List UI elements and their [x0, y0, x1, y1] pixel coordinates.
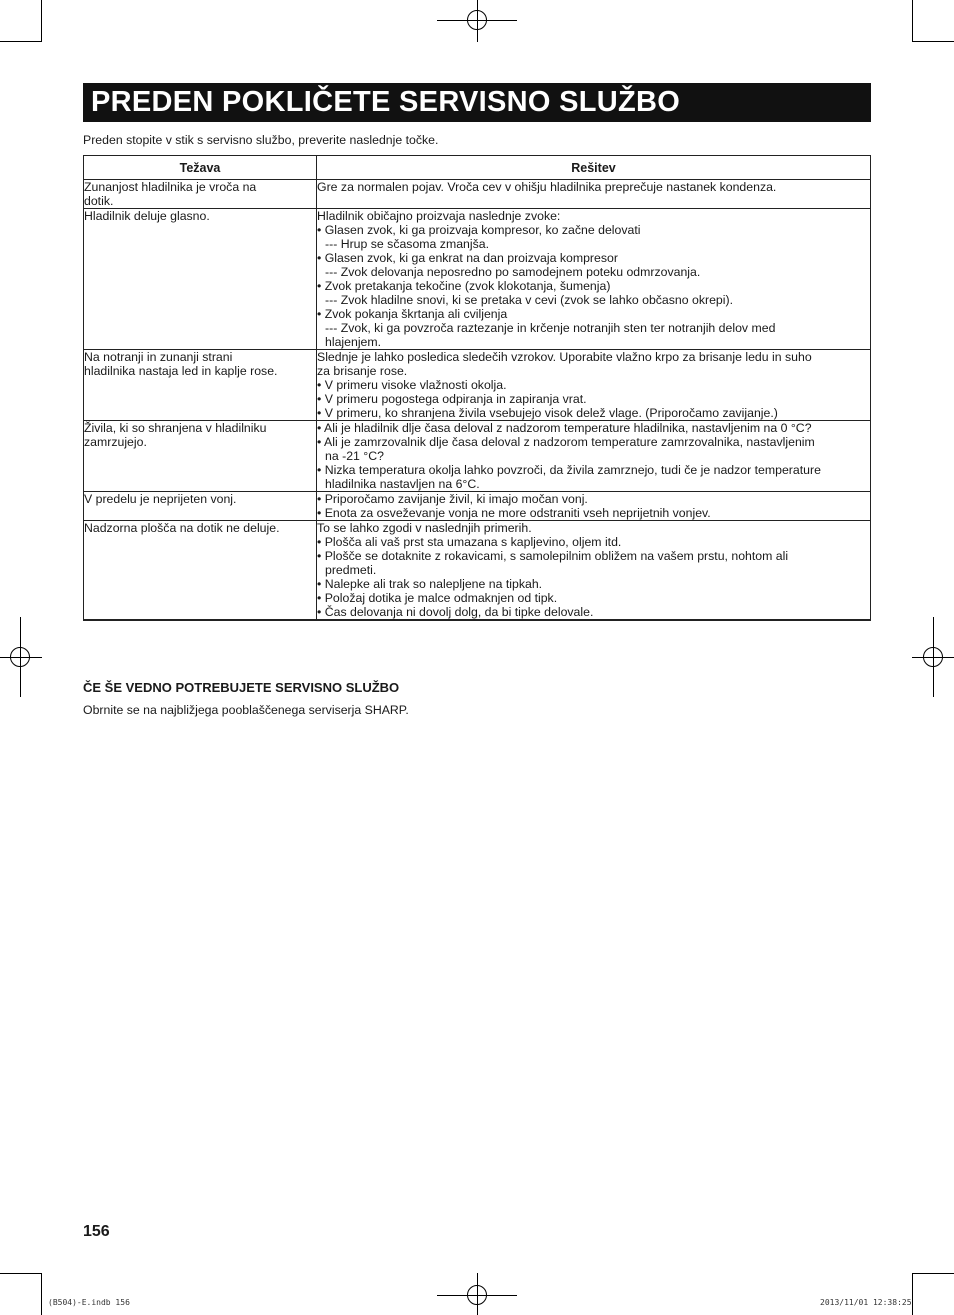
problem-cell: [84, 521, 317, 621]
solution-line: • Glasen zvok, ki ga enkrat na dan proizvaja kompresor: [317, 251, 618, 265]
solution-line: • Nalepke ali trak so nalepljene na tipkah.: [317, 577, 543, 591]
solution-line: Hladilnik običajno proizvaja naslednje zvoke:: [317, 209, 561, 223]
section-heading: ČE ŠE VEDNO POTREBUJETE SERVISNO SLUŽBO: [83, 680, 400, 695]
solution-line: • V primeru pogostega odpiranja in zapiranja vrat.: [317, 392, 587, 406]
table-row: [84, 180, 871, 209]
solution-cell: [317, 180, 871, 209]
column-header-problem: Težava: [84, 156, 317, 180]
table-row: [84, 492, 871, 521]
solution-line: • Položaj dotika je malce odmaknjen od tipk.: [317, 591, 558, 605]
problem-cell: [84, 209, 317, 350]
solution-line: --- Zvok delovanja neposredno po samodejnem poteku odmrzovanja.: [325, 265, 701, 279]
solution-line: • Nizka temperatura okolja lahko povzroči, da živila zamrznejo, tudi če je nadzor temperature: [317, 463, 821, 477]
solution-line: • Čas delovanja ni dovolj dolg, da bi tipke delovale.: [317, 605, 594, 619]
solution-line: hladilnika nastavljen na 6°C.: [325, 477, 480, 491]
problem-cell: [84, 492, 317, 521]
title-bar: [83, 83, 871, 122]
solution-line: Slednje je lahko posledica sledečih vzrokov. Uporabite vlažno krpo za brisanje ledu in suho: [317, 350, 812, 364]
solution-cell: [317, 521, 871, 621]
solution-line: • Enota za osveževanje vonja ne more odstraniti vseh neprijetnih vonjev.: [317, 506, 711, 520]
page-title: PREDEN POKLIČETE SERVISNO SLUŽBO: [91, 86, 681, 118]
solution-line: • Plošča ali vaš prst sta umazana s kapljevino, oljem itd.: [317, 535, 622, 549]
solution-line: na -21 °C?: [325, 449, 384, 463]
table-row: [84, 209, 871, 350]
print-slug-left: (B504)-E.indb 156: [48, 1298, 130, 1307]
problem-text: Zunanjost hladilnika je vroča na: [84, 180, 257, 194]
solution-line: To se lahko zgodi v naslednjih primerih.: [317, 521, 532, 535]
solution-line: --- Hrup se sčasoma zmanjša.: [325, 237, 490, 251]
solution-line: • V primeru visoke vlažnosti okolja.: [317, 378, 507, 392]
solution-line: • V primeru, ko shranjena živila vsebujejo visok delež vlage. (Priporočamo zavijanje.): [317, 406, 778, 420]
table-row: [84, 521, 871, 621]
solution-line: • Glasen zvok, ki ga proizvaja kompresor, ko začne delovati: [317, 223, 641, 237]
table-header-row: [84, 156, 871, 180]
problem-text: V predelu je neprijeten vonj.: [84, 492, 237, 506]
contact-text: Obrnite se na najbližjega pooblaščenega serviserja SHARP.: [83, 703, 409, 717]
problem-text: Na notranji in zunanji strani: [84, 350, 233, 364]
table-row: [84, 350, 871, 421]
problem-text: hladilnika nastaja led in kaplje rose.: [84, 364, 278, 378]
solution-line: • Ali je zamrzovalnik dlje časa deloval z nadzorom temperature zamrzovalnika, nastavljenim: [317, 435, 815, 449]
problem-cell: [84, 421, 317, 492]
troubleshooting-table: [83, 155, 871, 621]
problem-text: Nadzorna plošča na dotik ne deluje.: [84, 521, 280, 535]
problem-text: zamrzujejo.: [84, 435, 147, 449]
solution-line: za brisanje rose.: [317, 364, 408, 378]
solution-line: predmeti.: [325, 563, 377, 577]
table-row: [84, 421, 871, 492]
page-number: 156: [83, 1223, 110, 1240]
table-body: [84, 180, 871, 621]
column-header-solution: Rešitev: [317, 156, 871, 180]
solution-line: • Ali je hladilnik dlje časa deloval z nadzorom temperature hladilnika, nastavljenim na 0 °C?: [317, 421, 812, 435]
solution-cell: [317, 492, 871, 521]
solution-line: • Zvok pretakanja tekočine (zvok klokotanja, šumenja): [317, 279, 611, 293]
solution-line: Gre za normalen pojav. Vroča cev v ohišju hladilnika preprečuje nastanek kondenza.: [317, 180, 777, 194]
intro-text: Preden stopite v stik s servisno službo, preverite naslednje točke.: [83, 133, 439, 147]
solution-cell: [317, 209, 871, 350]
solution-cell: [317, 350, 871, 421]
problem-text: Živila, ki so shranjena v hladilniku: [84, 421, 267, 435]
solution-line: • Zvok pokanja škrtanja ali cviljenja: [317, 307, 508, 321]
solution-line: • Plošče se dotaknite z rokavicami, s samolepilnim obližem na vašem prstu, nohtom ali: [317, 549, 789, 563]
solution-line: hlajenjem.: [325, 335, 382, 349]
problem-text: dotik.: [84, 194, 114, 208]
solution-line: • Priporočamo zavijanje živil, ki imajo močan vonj.: [317, 492, 588, 506]
solution-cell: [317, 421, 871, 492]
solution-line: --- Zvok, ki ga povzroča raztezanje in krčenje notranjih sten ter notranjih delov med: [325, 321, 776, 335]
problem-cell: [84, 350, 317, 421]
problem-text: Hladilnik deluje glasno.: [84, 209, 210, 223]
solution-line: --- Zvok hladilne snovi, ki se pretaka v cevi (zvok se lahko občasno okrepi).: [325, 293, 734, 307]
problem-cell: [84, 180, 317, 209]
print-slug-right: 2013/11/01 12:38:25: [820, 1298, 912, 1307]
